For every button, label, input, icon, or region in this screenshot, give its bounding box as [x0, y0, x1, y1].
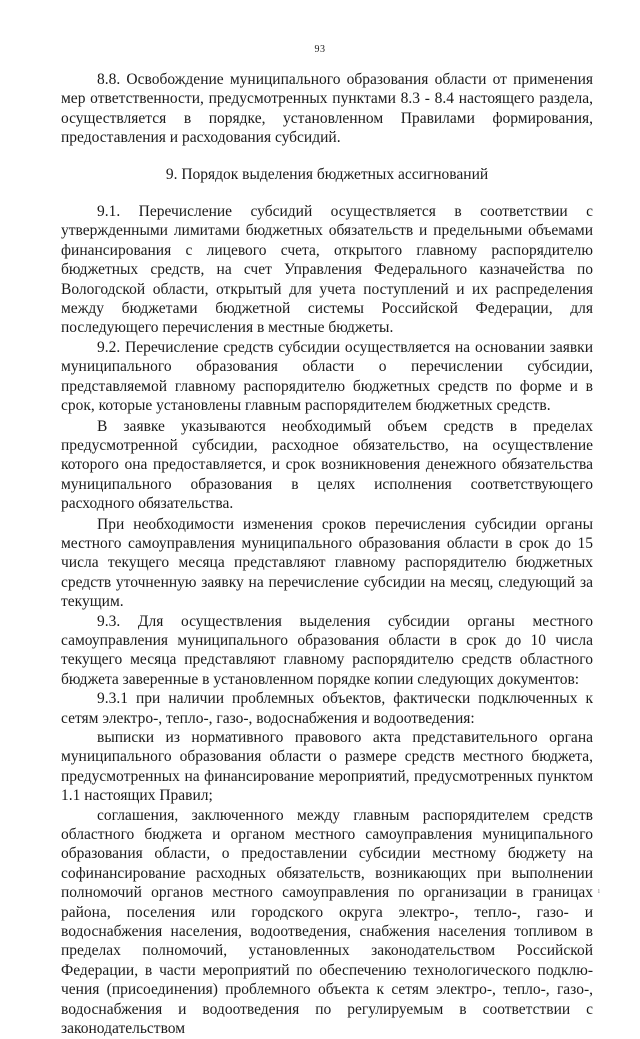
- paragraph-agreements: соглашения, заключенного между главным распорядителем средств областного бюджета и органом местного самоуправления муниципального образования области, о предоставлении субсидии местному бюджету на софинансирование расходных обязательств, возникающих при выполнении полномочий органов местного самоуправления по организации в границах района, поселения или городского округа электро-, тепло-, газо- и водоснабжения населения, водоотведения, снабжения населения топливом в пределах полномочий, установленных законодательством Российской Федерации, в части мероприятий по обеспечению технологического подключения (присоединения) проблемного объекта к сетям электро-, тепло-, газо-, водоснабжения и водоотведения по регулируемым в соответствии с законодательством: [61, 806, 593, 1038]
- paragraph-9-2: 9.2. Перечисление средств субсидии осуществляется на основании заявки муниципального образования области о перечислении субсидии, представляемой главному распорядителю бюджетных средств по форме и в срок, которые установлены главным распорядителем бюджетных средств.: [61, 338, 593, 415]
- paragraph-9-1: 9.1. Перечисление субсидий осуществляется в соответствии с утвержденными лимитами бюджетных обязательств и предельными объемами финансирования с лицевого счета, открытого главному распорядителю бюджетных средств, на счет Управления Федерального казначейства по Вологодской области, открытый для учета поступлений и их распределения между бюджетами бюджетной системы Российской Федерации, для последующего перечисления в местные бюджеты.: [61, 203, 593, 337]
- paragraph-9-3: 9.3. Для осуществления выделения субсидии органы местного самоуправления муниципального образования области в срок до 10 числа текущего месяца представляют главному распорядителю средств областного бюджета заверенные в установленном порядке копии следующих документов:: [61, 612, 593, 688]
- paragraph-9-3-1: 9.3.1 при наличии проблемных объектов, фактически подключенных к сетям электро-, тепло-, газо-, водоснабжения и водоотведения:: [61, 690, 593, 727]
- scan-corner-mark: ı: [597, 886, 600, 895]
- paragraph-request-contents: В заявке указываются необходимый объем средств в пределах предусмотренной субсидии, расходное обязательство, на осуществление которого она предоставляется, и срок возникновения денежного обязательства муниципального образования в целях исполнения соответствующего расходного обязательства.: [61, 417, 593, 513]
- paragraph-schedule-change: При необходимости изменения сроков перечисления субсидии органы местного самоуправления муниципального образования области в срок до 15 числа текущего месяца представляют главному распорядителю бюджетных средств уточненную заявку на перечисление субсидии на месяц, следующий за текущим.: [61, 515, 593, 611]
- section-9-heading: 9. Порядок выделения бюджетных ассигнований: [165, 165, 489, 183]
- document-body: [61, 70, 593, 1039]
- page-number: 93: [314, 44, 326, 55]
- paragraph-8-8: 8.8. Освобождение муниципального образования области от применения мер ответственности, предусмотренных пунктами 8.3 - 8.4 настоящего раздела, осуществляется в порядке, установленном Правилами формирования, предоставления и расходования субсидий.: [61, 71, 593, 147]
- paragraph-extracts: выписки из нормативного правового акта представительного органа муниципального образования области о размере средств местного бюджета, предусмотренных на финансирование мероприятий, предусмотренных пунктом 1.1 настоящих Правил;: [61, 729, 593, 805]
